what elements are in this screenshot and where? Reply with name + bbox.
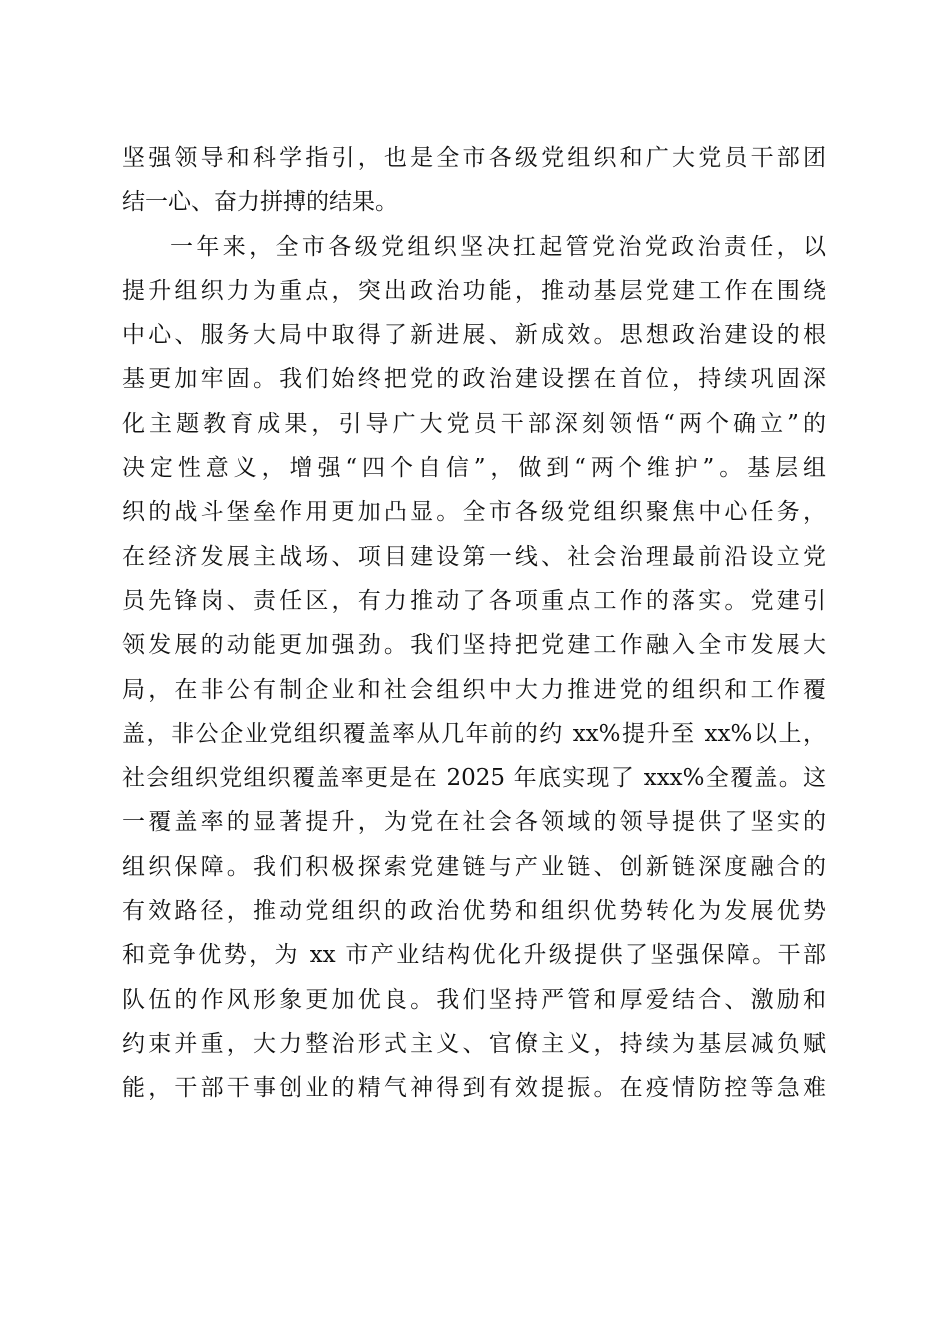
text-line: 坚强领导和科学指引，也是全市各级党组织和广大党员干部团 [122, 145, 826, 171]
text-line: 一年来，全市各级党组织坚决扛起管党治党政治责任，以 [170, 233, 826, 260]
text-line: 组织保障。我们积极探索党建链与产业链、创新链深度融合的 [122, 853, 826, 880]
document-body [122, 136, 826, 1111]
text-line: 能，干部干事创业的精气神得到有效提振。在疫情防控等急难 [122, 1075, 826, 1102]
text-line: 化主题教育成果，引导广大党员干部深刻领悟“两个确立”的 [122, 410, 826, 437]
text-line: 基更加牢固。我们始终把党的政治建设摆在首位，持续巩固深 [122, 366, 826, 393]
text-line: 盖，非公企业党组织覆盖率从几年前的约 xx%提升至 xx%以上， [122, 720, 826, 747]
text-line: 和竞争优势，为 xx 市产业结构优化升级提供了坚强保障。干部 [122, 942, 826, 969]
text-line: 结一心、奋力拼搏的结果。 [122, 189, 398, 216]
text-line: 织的战斗堡垒作用更加凸显。全市各级党组织聚焦中心任务， [122, 499, 826, 526]
text-line: 社会组织党组织覆盖率更是在 2025 年底实现了 xxx%全覆盖。这 [122, 765, 826, 792]
text-line: 提升组织力为重点，突出政治功能，推动基层党建工作在围绕 [122, 277, 826, 304]
text-line: 有效路径，推动党组织的政治优势和组织优势转化为发展优势 [122, 898, 826, 925]
text-line: 约束并重，大力整治形式主义、官僚主义，持续为基层减负赋 [122, 1030, 826, 1057]
text-line: 在经济发展主战场、项目建设第一线、社会治理最前沿设立党 [122, 543, 826, 570]
paragraph-1 [122, 136, 826, 225]
text-line: 一覆盖率的显著提升，为党在社会各领域的领导提供了坚实的 [122, 809, 826, 836]
text-line: 中心、服务大局中取得了新进展、新成效。思想政治建设的根 [122, 322, 826, 349]
text-line: 员先锋岗、责任区，有力推动了各项重点工作的落实。党建引 [122, 587, 826, 614]
text-line: 队伍的作风形象更加优良。我们坚持严管和厚爱结合、激励和 [122, 986, 826, 1013]
text-line: 决定性意义，增强“四个自信”，做到“两个维护”。基层组 [122, 455, 826, 482]
text-line: 领发展的动能更加强劲。我们坚持把党建工作融入全市发展大 [122, 632, 826, 659]
text-line: 局，在非公有制企业和社会组织中大力推进党的组织和工作覆 [122, 676, 826, 703]
paragraph-2 [122, 225, 826, 1111]
